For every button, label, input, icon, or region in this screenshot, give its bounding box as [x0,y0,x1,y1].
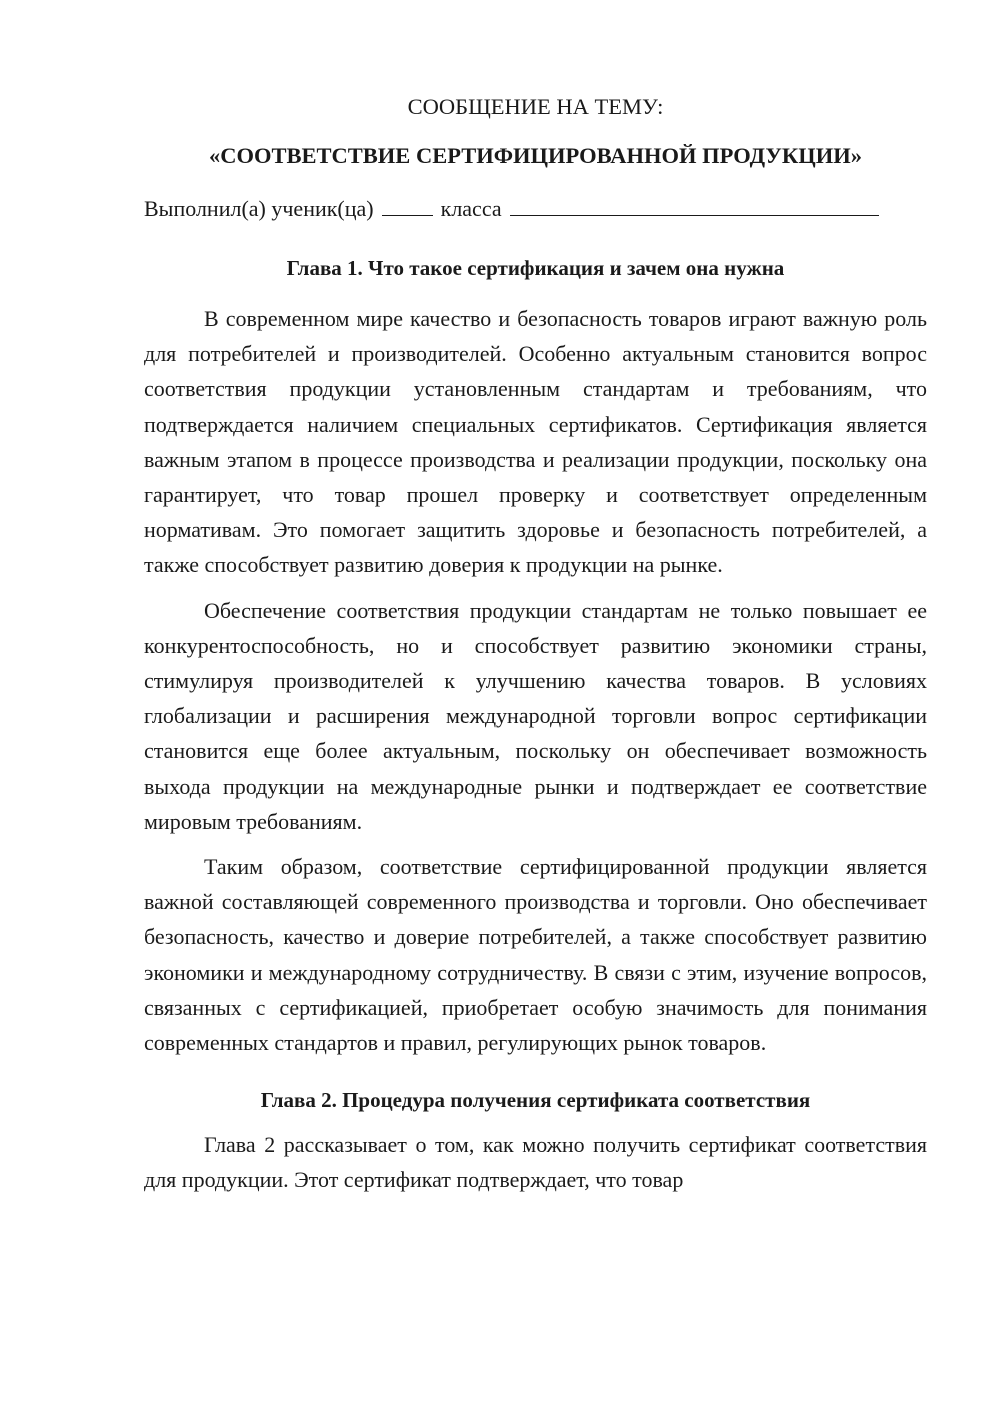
document-title-line-1: СООБЩЕНИЕ НА ТЕМУ: [407,94,664,119]
chapter-1-heading: Глава 1. Что такое сертификация и зачем она нужна [286,256,785,280]
chapter-1-paragraph-2: Обеспечение соответствия продукции стандартам не только повышает ее конкурентоспособность, но и способствует развитию экономики страны, стимулируя производителей к улучшению качества товаров. В условиях глобализации и расширения международной торговли вопрос сертификации становится еще более актуальным, поскольку он обеспечивает возможность выхода продукции на международные рынки и подтверждает ее соответствие мировым требованиям. [144,597,927,834]
student-name-blank [510,197,879,216]
document-title-line-2: «СООТВЕТСТВИЕ СЕРТИФИЦИРОВАННОЙ ПРОДУКЦИИ» [209,142,862,168]
chapter-1-paragraph-1: В современном мире качество и безопасность товаров играют важную роль для потребителей и производителей. Особенно актуальным становится вопрос соответствия продукции установленным стандартам и требованиям, что подтверждается наличием специальных сертификатов. Сертификация является важным этапом в процессе производства и реализации продукции, поскольку она гарантирует, что товар прошел проверку и соответствует определенным нормативам. Это помогает защитить здоровье и безопасность потребителей, а также способствует развитию доверия к продукции на рынке. [144,306,927,578]
author-line [144,197,927,220]
author-middle: класса [440,196,502,221]
chapter-2-paragraph-1: Глава 2 рассказывает о том, как можно получить сертификат соответствия для продукции. Этот сертификат подтверждает, что товар [144,1132,927,1193]
author-prefix: Выполнил(а) ученик(ца) [144,196,374,221]
chapter-2-heading: Глава 2. Процедура получения сертификата соответствия [260,1088,811,1113]
document-page [144,88,927,1198]
class-number-blank [382,197,433,216]
chapter-1-paragraph-3: Таким образом, соответствие сертифицированной продукции является важной составляющей современного производства и торговли. Оно обеспечивает безопасность, качество и доверие потребителей, а также способствует развитию экономики и международному сотрудничеству. В связи с этим, изучение вопросов, связанных с сертификацией, приобретает особую значимость для понимания современных стандартов и правил, регулирующих рынок товаров. [144,854,927,1056]
